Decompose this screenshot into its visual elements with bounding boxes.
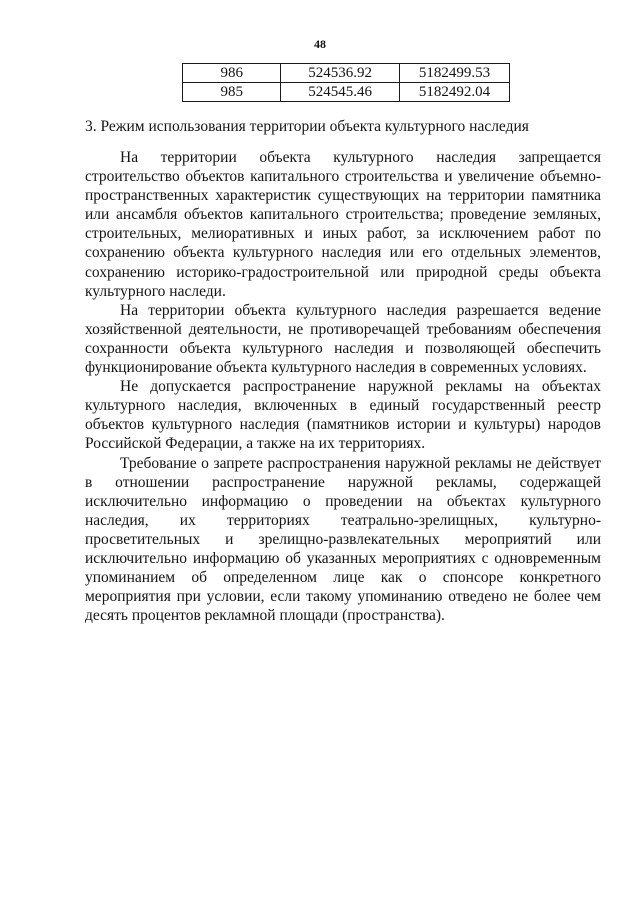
- x-coordinate-cell: 524536.92: [281, 64, 400, 83]
- point-number-cell: 986: [183, 64, 281, 83]
- section-title: 3. Режим использования территории объекта культурного наследия: [85, 118, 529, 135]
- coordinates-table: [182, 63, 510, 102]
- paragraph-advertising-ban: Не допускается распространение наружной рекламы на объектах культурного наследия, включенных в единый государственный реестр объектов культурного наследия (памятников истории и культуры) народов Российской Федерации, а также на их территориях.: [85, 378, 601, 453]
- table-row: [183, 64, 510, 83]
- x-coordinate-cell: 524545.46: [281, 83, 400, 102]
- y-coordinate-cell: 5182499.53: [399, 64, 509, 83]
- section-body: [85, 148, 601, 625]
- table-row: [183, 83, 510, 102]
- page-number: 48: [314, 37, 326, 51]
- y-coordinate-cell: 5182492.04: [399, 83, 509, 102]
- paragraph-prohibitions: На территории объекта культурного наследия запрещается строительство объектов капитального строительства и увеличение объемно-пространственных характеристик существующих на территории памятника или ансамбля объектов капитального строительства; проведение земляных, строительных, мелиоративных и иных работ, за исключением работ по сохранению объекта культурного наследия или его отдельных элементов, сохранению историко-градостроительной или природной среды объекта культурного наследи.: [85, 149, 601, 300]
- paragraph-advertising-exception: Требование о запрете распространения наружной рекламы не действует в отношении распространение наружной рекламы, содержащей исключительно информацию о проведении на объектах культурного наследия, их территориях театрально-зрелищных, культурно-просветительных и зрелищно-развлекательных мероприятий или исключительно информацию об указанных мероприятиях с одновременным упоминанием об определенном лице как о спонсоре конкретного мероприятия при условии, если такому упоминанию отведено не более чем десять процентов рекламной площади (пространства).: [85, 454, 601, 625]
- paragraph-permitted-activity: На территории объекта культурного наследия разрешается ведение хозяйственной деятельности, не противоречащей требованиям обеспечения сохранности объекта культурного наследия и позволяющей обеспечить функционирование объекта культурного наследия в современных условиях.: [85, 301, 601, 377]
- point-number-cell: 985: [183, 83, 281, 102]
